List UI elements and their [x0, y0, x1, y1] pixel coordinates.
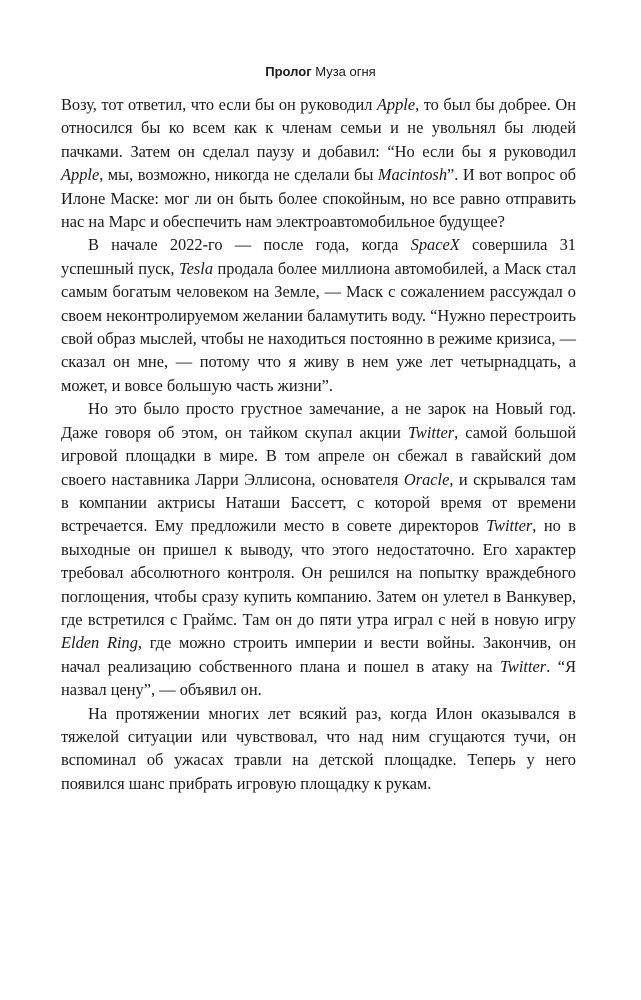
paragraph — [61, 397, 576, 701]
text-run: В начале 2022-го — после года, когда — [88, 235, 411, 255]
body-text — [61, 93, 576, 795]
text-run: , то был бы добрее. Он относился бы ко всем как к членам семьи и не увольнял бы людей пачками. Затем он сделал паузу и добавил: “Но если бы я руководил — [61, 95, 576, 161]
text-run: , мы, возможно, никогда не сделали бы — [99, 165, 378, 185]
text-run: , самой большой игровой площадки в мире. В том апреле он сбежал в гавайский дом своего наставника Ларри Эллисона, основателя — [61, 422, 576, 489]
text-run: , где можно строить империи и вести войны. Закончив, он начал реализацию собственного плана и пошел в атаку на — [61, 633, 576, 676]
italic-term: Tesla — [179, 258, 214, 278]
text-run: продала более миллиона автомобилей, а Маск стал самым богатым человеком на Земле, — Маск с сожалением рассуждал о своем неконтролируемом желании баламутить воду. “Нужно перестроить свой образ мыслей, чтобы не находиться постоянно в режиме кризиса, — сказал он мне, — потому что я живу в нем уже лет четырнадцать, а может, и вовсе большую часть жизни”. — [61, 258, 576, 395]
running-head-title: Муза огня — [315, 64, 376, 79]
running-head-chapter: Пролог — [265, 64, 312, 79]
italic-term: Twitter — [408, 422, 455, 442]
text-run: Возу, тот ответил, что если бы он руководил — [61, 95, 377, 114]
text-run: . “Я назвал цену”, — объявил он. — [61, 656, 576, 700]
text-run: , но в выходные он пришел к выводу, что этого недостаточно. Его характер требовал абсолютного контроля. Он решился на попытку враждебного поглощения, чтобы сразу купить компанию. Затем он улетел в Ванкувер, где встретился с Граймс. Там он до пяти утра играл с ней в новую игру — [61, 516, 576, 629]
text-run: ”. И вот вопрос об Илоне Маске: мог ли он быть более спокойным, но все равно отправить нас на Марс и обеспечить нам электроавтомобильное будущее? — [61, 165, 576, 232]
paragraph — [61, 702, 576, 796]
italic-term: Twitter — [486, 516, 533, 536]
italic-term: Apple — [61, 165, 100, 185]
paragraph — [61, 93, 576, 233]
italic-term: Twitter — [500, 656, 547, 676]
italic-term: SpaceX — [410, 235, 460, 255]
italic-term: Elden Ring — [61, 633, 138, 653]
text-run: , и скрывался там в компании актрисы Наташи Бассетт, с которой время от времени встречается. Ему предложили место в совете директоров — [61, 469, 576, 536]
text-run: Но это было просто грустное замечание, а не зарок на Новый год. Даже говоря об этом, он тайком скупал акции — [61, 399, 576, 442]
text-run: На протяжении многих лет всякий раз, когда Илон оказывался в тяжелой ситуации или чувствовал, что над ним сгущаются тучи, он вспоминал об ужасах травли на детской площадке. Теперь у него появился шанс прибрать игровую площадку к рукам. — [61, 703, 576, 793]
running-head — [0, 63, 641, 81]
paragraph — [61, 233, 576, 397]
italic-term: Oracle — [403, 469, 450, 489]
italic-term: Apple — [376, 95, 416, 114]
italic-term: Macintosh — [377, 165, 448, 185]
text-run: совершила 31 успешный пуск, — [61, 235, 576, 278]
